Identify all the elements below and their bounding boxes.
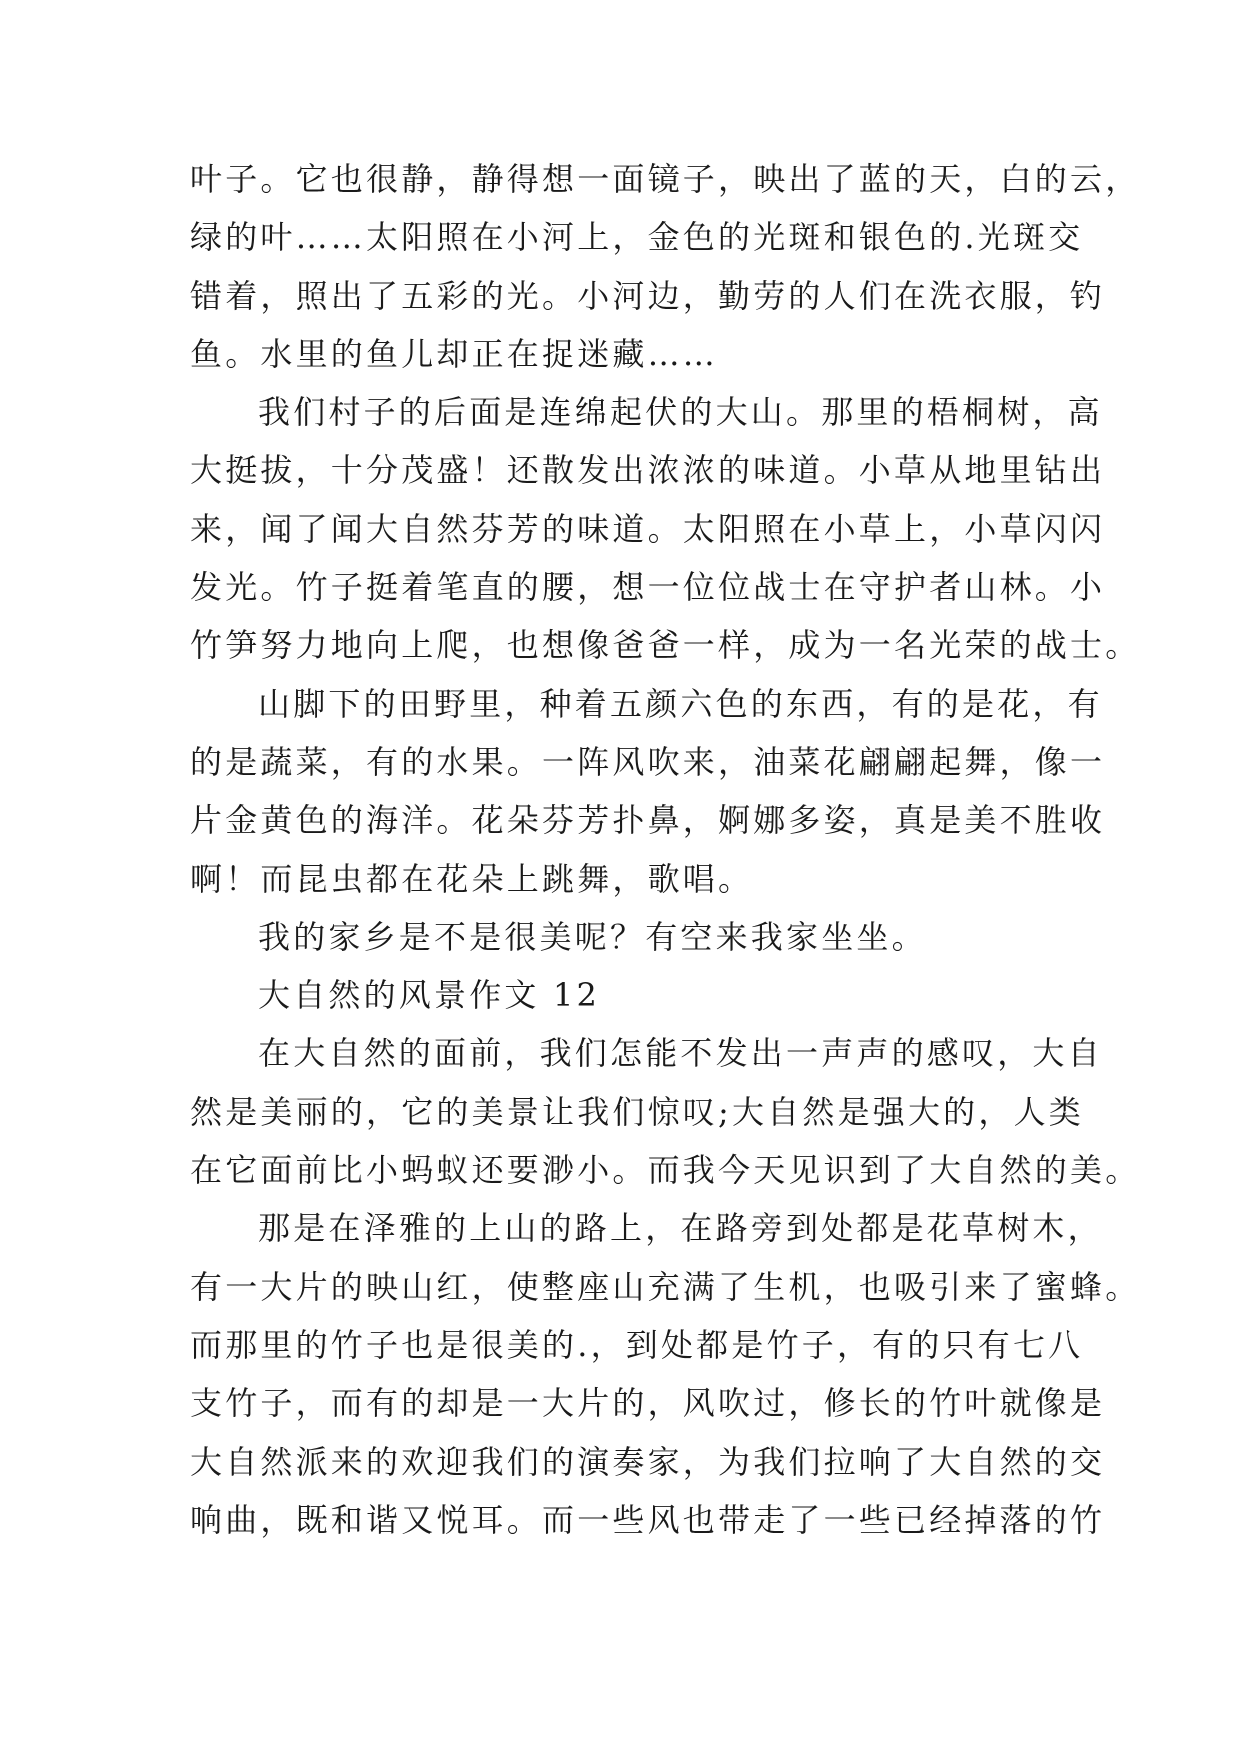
paragraph-line: 然是美丽的，它的美景让我们惊叹;大自然是强大的，人类 xyxy=(190,1092,1084,1131)
paragraph-line: 片金黄色的海洋。花朵芬芳扑鼻，婀娜多姿，真是美不胜收 xyxy=(190,801,1106,840)
paragraph-first-line: 大自然的风景作文 12 xyxy=(258,976,601,1015)
paragraph-line: 鱼。水里的鱼儿却正在捉迷藏…… xyxy=(190,334,719,373)
paragraph-first-line: 我的家乡是不是很美呢？有空来我家坐坐。 xyxy=(258,917,927,956)
paragraph-first-line: 在大自然的面前，我们怎能不发出一声声的感叹，大自 xyxy=(258,1034,1103,1073)
paragraph-line: 错着，照出了五彩的光。小河边，勤劳的人们在洗衣服，钓 xyxy=(190,276,1106,315)
paragraph-line: 的是蔬菜，有的水果。一阵风吹来，油菜花翩翩起舞，像一 xyxy=(190,742,1106,781)
paragraph-line: 有一大片的映山红，使整座山充满了生机，也吸引来了蜜蜂。 xyxy=(190,1267,1141,1306)
paragraph-line: 响曲，既和谐又悦耳。而一些风也带走了一些已经掉落的竹 xyxy=(190,1500,1106,1539)
paragraph-line: 支竹子，而有的却是一大片的，风吹过，修长的竹叶就像是 xyxy=(190,1384,1106,1423)
document-body xyxy=(190,150,1141,1549)
paragraph-line: 绿的叶……太阳照在小河上，金色的光斑和银色的.光斑交 xyxy=(190,218,1084,257)
paragraph-line: 啊！而昆虫都在花朵上跳舞，歌唱。 xyxy=(190,859,754,898)
paragraph-line: 而那里的竹子也是很美的.，到处都是竹子，有的只有七八 xyxy=(190,1325,1084,1364)
paragraph-first-line: 那是在泽雅的上山的路上，在路旁到处都是花草树木， xyxy=(258,1209,1103,1248)
paragraph-line: 发光。竹子挺着笔直的腰，想一位位战士在守护者山林。小 xyxy=(190,568,1106,607)
paragraph-first-line: 我们村子的后面是连绵起伏的大山。那里的梧桐树，高 xyxy=(258,393,1103,432)
paragraph-line: 大挺拔，十分茂盛！还散发出浓浓的味道。小草从地里钻出 xyxy=(190,451,1106,490)
paragraph-line: 叶子。它也很静，静得想一面镜子，映出了蓝的天，白的云， xyxy=(190,160,1141,198)
paragraph-line: 竹笋努力地向上爬，也想像爸爸一样，成为一名光荣的战士。 xyxy=(190,626,1141,665)
paragraph-line: 在它面前比小蚂蚁还要渺小。而我今天见识到了大自然的美。 xyxy=(190,1151,1141,1190)
paragraph-line: 大自然派来的欢迎我们的演奏家，为我们拉响了大自然的交 xyxy=(190,1442,1106,1481)
paragraph-line: 来，闻了闻大自然芬芳的味道。太阳照在小草上，小草闪闪 xyxy=(190,509,1106,548)
paragraph-first-line: 山脚下的田野里，种着五颜六色的东西，有的是花，有 xyxy=(258,684,1103,723)
